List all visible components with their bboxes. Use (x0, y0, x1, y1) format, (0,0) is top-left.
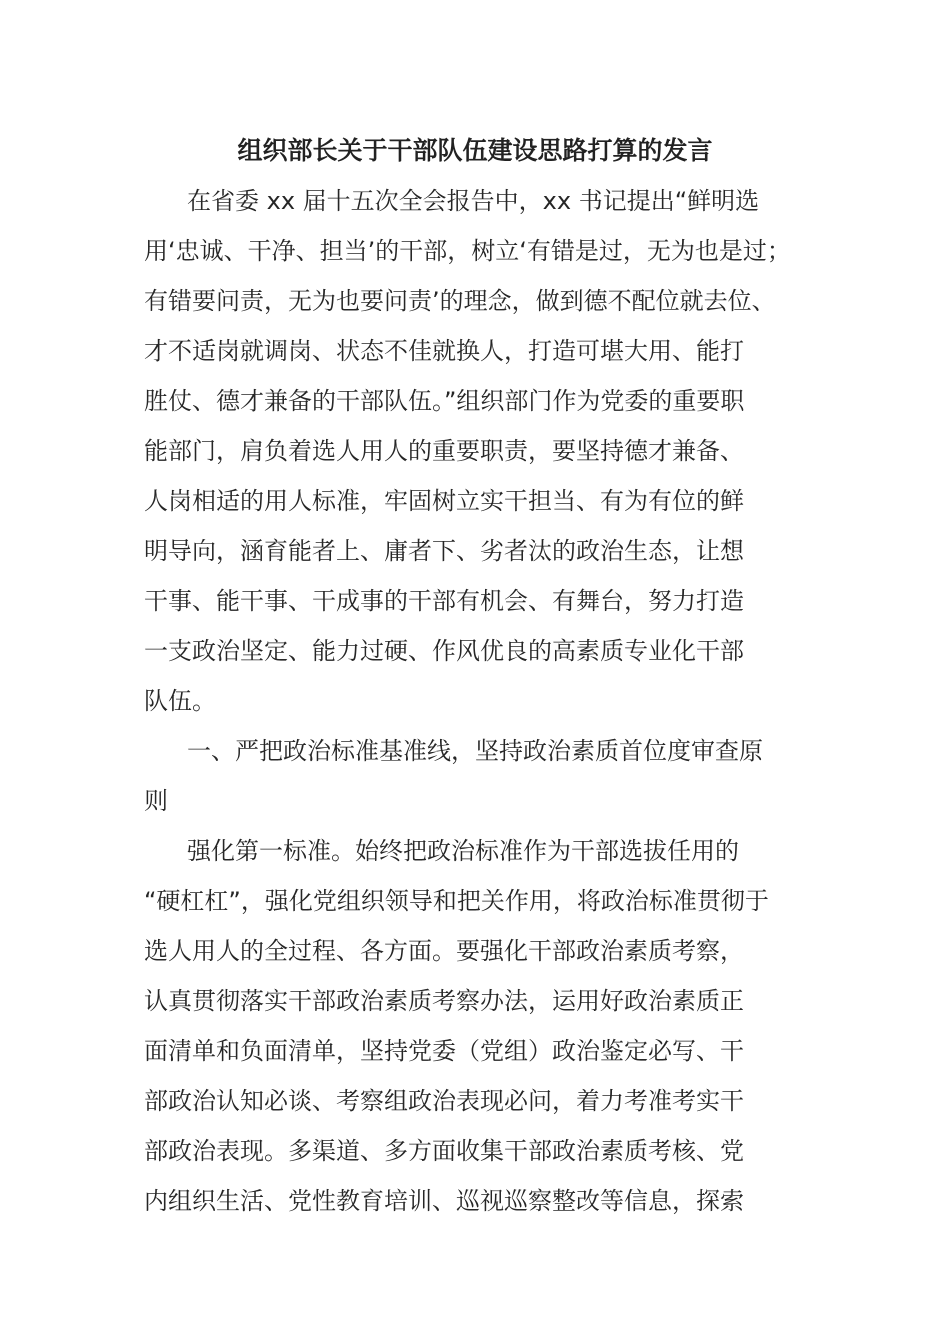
section-heading-1-line-1: 一、严把政治标准基准线，坚持政治素质首位度审查原 (187, 737, 763, 765)
paragraph-2-line-1: 强化第一标准。始终把政治标准作为干部选拔任用的 (187, 837, 739, 865)
paragraph-2-line-6: 部政治认知必谈、考察组政治表现必问，着力考准考实干 (144, 1087, 744, 1115)
paragraph-1-line-10: 一支政治坚定、能力过硬、作风优良的高素质专业化干部 (144, 637, 744, 665)
paragraph-2-line-7: 部政治表现。多渠道、多方面收集干部政治素质考核、党 (144, 1137, 744, 1165)
document-title: 组织部长关于干部队伍建设思路打算的发言 (237, 136, 713, 165)
paragraph-2-line-5: 面清单和负面清单，坚持党委（党组）政治鉴定必写、干 (144, 1037, 744, 1065)
paragraph-2-line-4: 认真贯彻落实干部政治素质考察办法，运用好政治素质正 (144, 987, 744, 1015)
section-heading-1-line-2: 则 (144, 787, 168, 815)
paragraph-1-line-2: 用‘忠诚、干净、担当’的干部，树立‘有错是过，无为也是过； (144, 237, 791, 265)
paragraph-1-line-1: 在省委 xx 届十五次全会报告中，xx 书记提出“鲜明选 (187, 187, 760, 215)
paragraph-2-line-3: 选人用人的全过程、各方面。要强化干部政治素质考察， (144, 937, 744, 965)
paragraph-1-line-9: 干事、能干事、干成事的干部有机会、有舞台，努力打造 (144, 587, 744, 615)
paragraph-1-line-7: 人岗相适的用人标准，牢固树立实干担当、有为有位的鲜 (144, 487, 744, 515)
paragraph-1-line-11: 队伍。 (144, 687, 216, 715)
paragraph-2-line-8: 内组织生活、党性教育培训、巡视巡察整改等信息，探索 (144, 1187, 744, 1215)
paragraph-2-line-2: “硬杠杠”，强化党组织领导和把关作用，将政治标准贯彻于 (144, 887, 769, 915)
paragraph-1-line-4: 才不适岗就调岗、状态不佳就换人，打造可堪大用、能打 (144, 337, 744, 365)
document-body (144, 176, 824, 1226)
paragraph-1-line-8: 明导向，涵育能者上、庸者下、劣者汰的政治生态，让想 (144, 537, 744, 565)
paragraph-1-line-5: 胜仗、德才兼备的干部队伍。”组织部门作为党委的重要职 (144, 387, 745, 415)
paragraph-1-line-6: 能部门，肩负着选人用人的重要职责，要坚持德才兼备、 (144, 437, 744, 465)
paragraph-1-line-3: 有错要问责，无为也要问责’的理念，做到德不配位就去位、 (144, 287, 776, 315)
